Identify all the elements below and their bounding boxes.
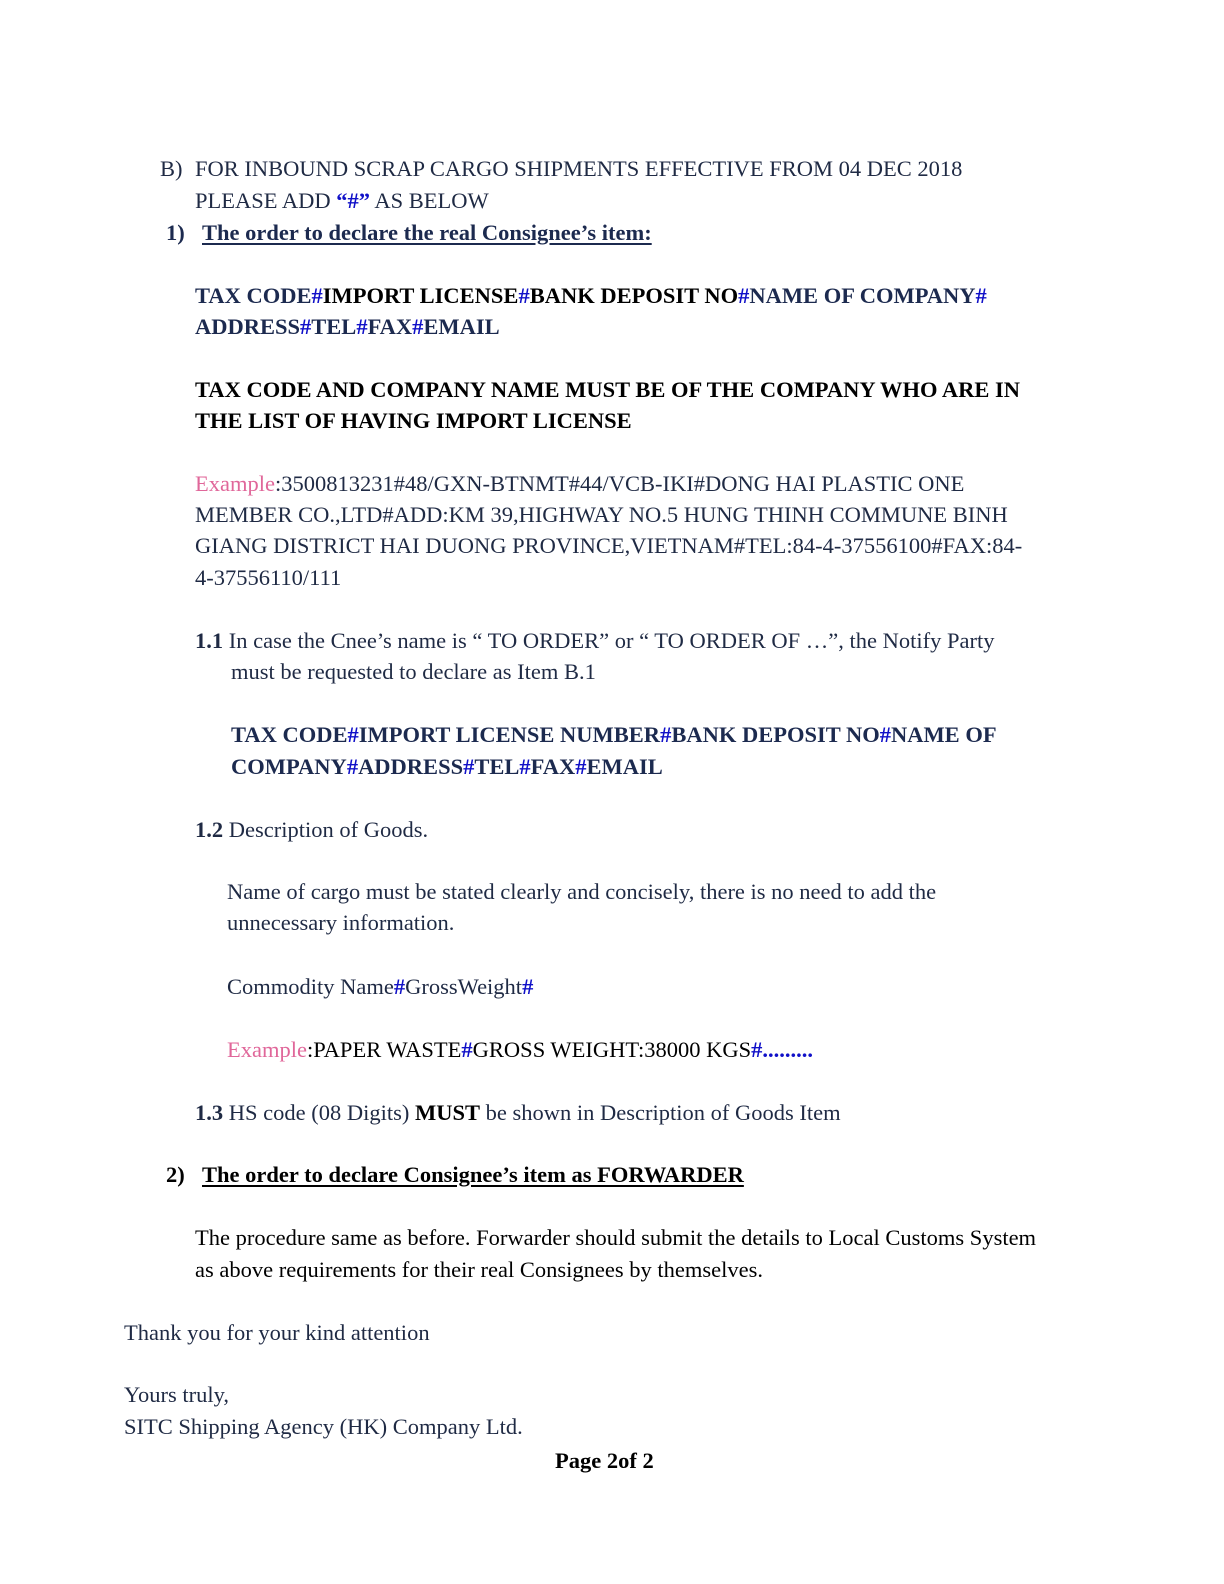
item1-1-line2: must be requested to declare as Item B.1 [231,659,596,684]
item1-note-line1: TAX CODE AND COMPANY NAME MUST BE OF THE COMPANY WHO ARE IN [195,377,1021,402]
item1-example-line2: MEMBER CO.,LTD#ADD:KM 39,HIGHWAY NO.5 HUNG THINH COMMUNE BINH [195,502,1008,527]
item1-example-line1: Example:3500813231#48/GXN-BTNMT#44/VCB-IKI#DONG HAI PLASTIC ONE [195,471,965,496]
item1-1-number: 1.1 [195,628,224,653]
section-b-line1 [160,153,963,185]
item1-format-line2: ADDRESS#TEL#FAX#EMAIL [195,314,500,339]
item1-heading: The order to declare the real Consignee’s item: [202,220,652,245]
item1-2-para-line1: Name of cargo must be stated clearly and concisely, there is no need to add the [227,879,937,904]
section-b-marker: B) [160,156,183,181]
item1-format-line1: TAX CODE#IMPORT LICENSE#BANK DEPOSIT NO#NAME OF COMPANY# [195,283,987,308]
item1-number: 1) [166,220,185,245]
closing-company: SITC Shipping Agency (HK) Company Ltd. [124,1414,523,1439]
item1-note-line2: THE LIST OF HAVING IMPORT LICENSE [195,408,632,433]
page-number: Page 2of 2 [555,1448,654,1473]
example-label: Example [227,1037,307,1062]
example-label: Example [195,471,275,496]
section-b-line2: PLEASE ADD “#” AS BELOW [195,188,489,213]
item1-example-line4: 4-37556110/111 [195,565,342,590]
closing-regards: Yours truly, [124,1382,230,1407]
item2-heading: The order to declare Consignee’s item as FORWARDER [202,1162,744,1187]
item1-example-line3: GIANG DISTRICT HAI DUONG PROVINCE,VIETNAM#TEL:84-4-37556100#FAX:84- [195,533,1023,558]
item1-2-para-line2: unnecessary information. [227,910,455,935]
item1-2-example: Example:PAPER WASTE#GROSS WEIGHT:38000 KGS#......... [227,1037,814,1062]
item1-3-line: 1.3 HS code (08 Digits) MUST be shown in Description of Goods Item [195,1100,841,1125]
item1-2-format: Commodity Name#GrossWeight# [227,974,534,999]
item1-1-format-line2: COMPANY#ADDRESS#TEL#FAX#EMAIL [231,754,663,779]
item1-1-format-line1: TAX CODE#IMPORT LICENSE NUMBER#BANK DEPOSIT NO#NAME OF [231,722,997,747]
item1-2-number: 1.2 [195,817,224,842]
item1-3-number: 1.3 [195,1100,224,1125]
item2-para-line2: as above requirements for their real Consignees by themselves. [195,1257,763,1282]
item2-number: 2) [166,1162,185,1187]
item1-heading-row [166,217,652,249]
hash-symbol: “#” [336,188,371,213]
section-b-title: FOR INBOUND SCRAP CARGO SHIPMENTS EFFECTIVE FROM 04 DEC 2018 [195,156,963,181]
item1-1-line1: 1.1 In case the Cnee’s name is “ TO ORDER” or “ TO ORDER OF …”, the Notify Party [195,628,995,653]
closing-thanks: Thank you for your kind attention [124,1320,430,1345]
item2-para-line1: The procedure same as before. Forwarder should submit the details to Local Customs System [195,1225,1037,1250]
item2-heading-row [166,1159,744,1191]
item1-2-title-row: 1.2 Description of Goods. [195,817,429,842]
